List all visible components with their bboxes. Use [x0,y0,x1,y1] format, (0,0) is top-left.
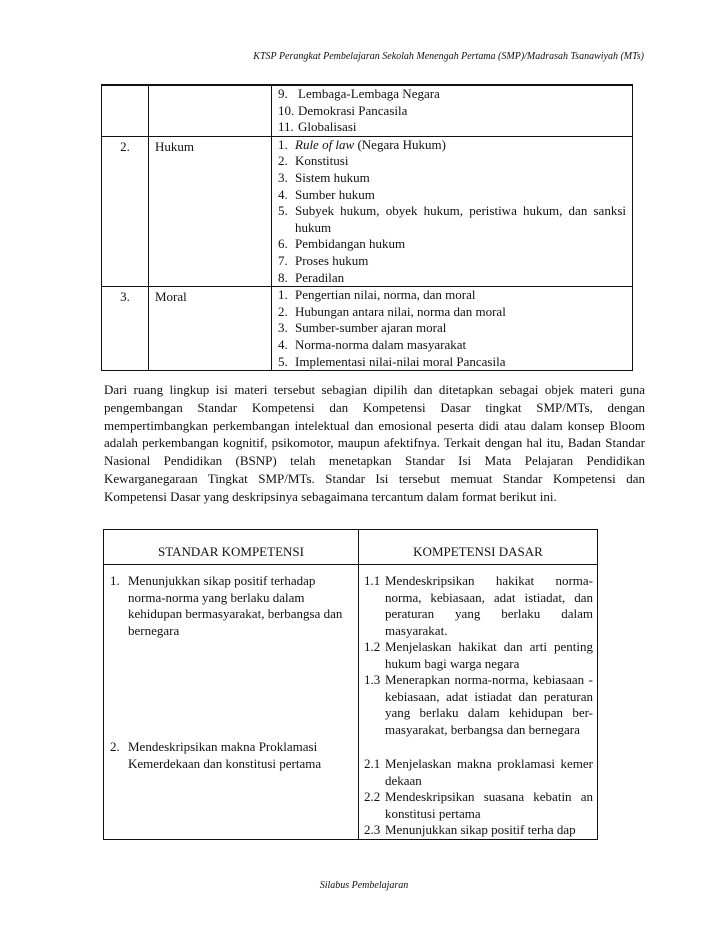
list-item: 4. Norma-norma dalam masyarakat [278,336,467,352]
page-header: KTSP Perangkat Pembelajaran Sekolah Menengah Pertama (SMP)/Madrasah Tsanawiyah (MTs) [253,51,644,62]
list-item: 5. Implementasi nilai-nilai moral Pancasila [278,353,506,369]
table-row [102,136,633,286]
list-item: 7. Proses hukum [278,252,369,268]
column-header-sk: STANDAR KOMPETENSI [104,530,359,565]
kd-item: 2.1 Menjelaskan makna proklamasi kemer dekaan [364,756,593,788]
sk-item: 1. Menunjukkan sikap positif terhadap norma-norma yang berlaku dalam kehidupan bermasyarakat, berbangsa dan bernegara [110,573,343,638]
list-item: 8. Peradilan [278,269,345,285]
list-item: 3. Sumber-sumber ajaran moral [278,320,447,336]
list-item: 9. Lembaga-Lembaga Negara [278,86,440,101]
table-row [102,287,633,371]
list-item: 5. Subyek hukum, obyek hukum, peristiwa hukum, dan sanksi hukum [278,203,626,235]
sk-item: 2. Mendeskripsikan makna Proklamasi Kemerdekaan dan konstitusi pertama [110,739,322,771]
continuation-list [278,86,626,136]
table-row [104,565,598,840]
materi-list [278,287,626,370]
kd-item: 1.1 Mendeskripsikan hakikat norma-norma, kebiasaan, adat istiadat, dan peraturan yang berlaku dalam masyarakat. [364,573,593,638]
list-item: 2. Konstitusi [278,153,349,169]
row-subject: Moral [149,287,272,371]
row-number: 2. [102,136,149,286]
row-subject: Hukum [149,136,272,286]
column-header-kd: KOMPETENSI DASAR [359,530,598,565]
list-item: 10. Demokrasi Pancasila [278,102,408,118]
page-footer: Silabus Pembelajaran [319,880,409,891]
kd-item: 1.3 Menerapkan norma-norma, kebiasaan -kebiasaan, adat istiadat dan peraturan yang berlaku dalam kehidupan ber-masyarakat, berbangsa dan bernegara [364,672,593,737]
materi-table [101,84,633,371]
kd-item: 1.2 Menjelaskan hakikat dan arti penting hukum bagi warga negara [364,639,593,671]
list-item: 1. Pengertian nilai, norma, dan moral [278,287,476,303]
materi-list [278,137,626,286]
kompetensi-table [103,529,598,840]
table-row [102,85,633,136]
list-item: 11. Globalisasi [278,119,357,135]
list-item: 4. Sumber hukum [278,186,375,202]
row-number: 3. [102,287,149,371]
body-paragraph: Dari ruang lingkup isi materi tersebut sebagian dipilih dan ditetapkan sebagai objek materi guna pengembangan Standar Kompetensi dan Kompetensi Dasar tingkat SMP/MTs, dengan mempertimbangkan perkembangan intelektual dan emosional peserta didi atau dalam konsep Bloom adalah perkembangan kognitif, psikomotor, maupun afektifnya. Terkait dengan hal itu, Badan Standar Nasional Pendidikan (BSNP) telah menetapkan Standar Isi Mata Pelajaran Pendidikan Kewarganegaraan Tingkat SMP/MTs. Standar Isi tersebut memuat Standar Kompetensi dan Kompetensi Dasar yang deskripsinya sebagaimana tercantum dalam format berikut ini. [104,382,645,504]
list-item: 6. Pembidangan hukum [278,236,406,252]
list-item: 1. Rule of law (Negara Hukum) [278,136,446,152]
list-item: 2. Hubungan antara nilai, norma dan moral [278,303,506,319]
kd-item: 2.3 Menunjukkan sikap positif terha dap [364,822,576,837]
kd-item: 2.2 Mendeskripsikan suasana kebatin an konstitusi pertama [364,789,593,821]
list-item: 3. Sistem hukum [278,169,370,185]
table-header-row [104,530,598,565]
